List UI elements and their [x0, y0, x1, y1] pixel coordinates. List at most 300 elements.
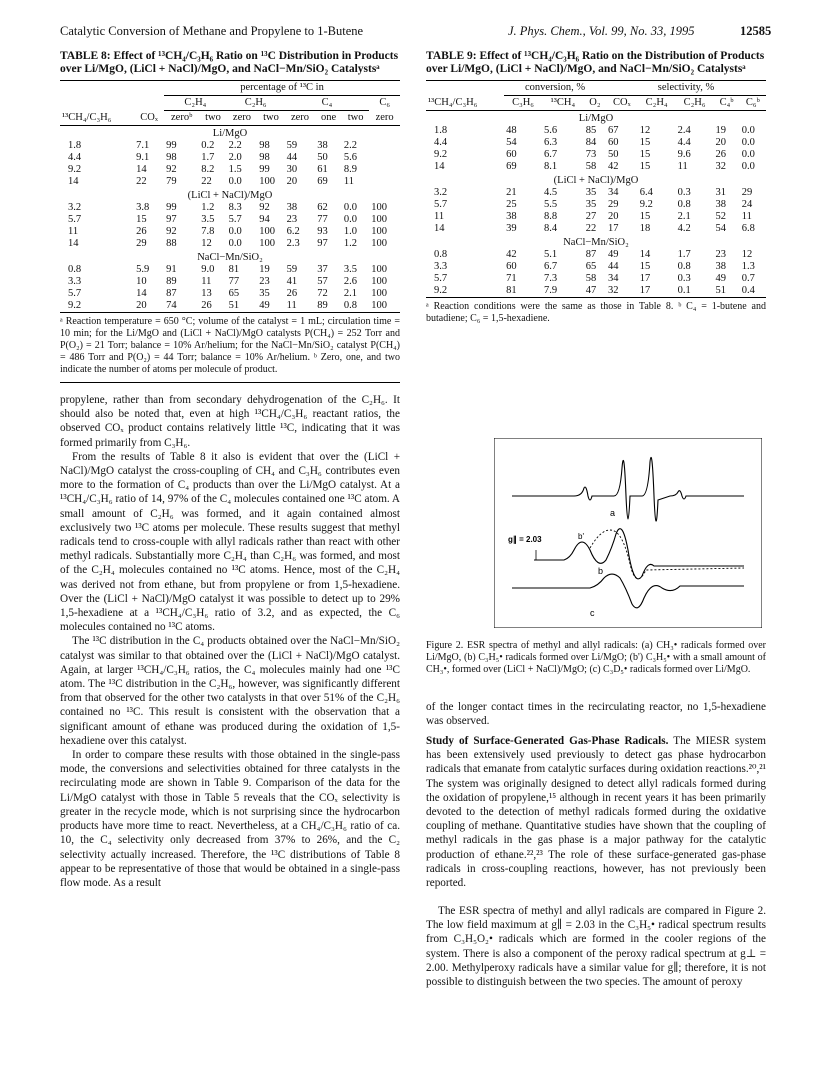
table-cell: 6.3: [543, 137, 558, 148]
right-body-paragraph-1: of the longer contact times in the recirculating reactor, no 1,5-hexadiene was observed.: [426, 701, 766, 728]
table-cell: 73: [585, 149, 597, 160]
label-c: c: [590, 608, 595, 618]
table-cell: 34: [608, 273, 619, 284]
table-cell: 2.6: [343, 276, 358, 287]
table-cell: 7.3: [543, 273, 558, 284]
table-cell: 10: [136, 276, 147, 287]
table-cell: 87: [166, 288, 177, 299]
table-cell: 4.2: [677, 223, 691, 234]
table-cell: 14: [639, 249, 651, 260]
table-cell: 100: [371, 202, 388, 213]
table-cell: 5.7: [68, 214, 82, 225]
table-cell: 32: [715, 161, 726, 172]
table-cell: 11: [201, 276, 212, 287]
table-cell: 2.3: [286, 238, 300, 249]
table-cell: 19: [259, 264, 270, 275]
table9-footnote: ᵃ Reaction conditions were the same as those in Table 8. ᵇ C₄ = 1-butene and butadiene; C₆ = 1,5-hexadiene.: [426, 301, 766, 324]
table-cell: 15: [136, 214, 147, 225]
paragraph: propylene, rather than from secondary dehydrogenation of the C₂H₆. It should also be noted that, even at high ¹³CH₄/C₃H₆ reactant ratios, the observed COₓ product contains relatively little ¹³C, indicating that it was formed primarily from C₃H₆.: [60, 394, 400, 449]
table-row: [426, 199, 766, 211]
table-cell: 99: [259, 164, 270, 175]
label-b: b: [598, 566, 604, 576]
table-cell: 31: [715, 187, 726, 198]
table8-column-header: two: [205, 112, 221, 123]
table-cell: 11: [677, 161, 688, 172]
table-cell: 29: [608, 199, 619, 210]
table-cell: 81: [506, 285, 517, 296]
table-cell: 2.0: [228, 152, 242, 163]
table8-subheader: C₆: [379, 97, 390, 109]
table-row: [60, 214, 400, 226]
table-cell: 0.0: [228, 226, 242, 237]
table-cell: 38: [286, 202, 298, 213]
table-cell: 20: [286, 176, 298, 187]
table-cell: 5.7: [228, 214, 242, 225]
table8-column-header: two: [263, 112, 279, 123]
table-cell: 9.2: [68, 300, 82, 311]
table-cell: 19: [715, 125, 726, 136]
table-cell: 58: [585, 273, 597, 284]
figure-frame: [494, 438, 762, 628]
table-cell: 81: [228, 264, 240, 275]
table-cell: 15: [639, 137, 651, 148]
table-cell: 85: [585, 125, 597, 136]
table-cell: 3.2: [434, 187, 448, 198]
table-cell: 17: [639, 273, 651, 284]
table-cell: 98: [259, 152, 270, 163]
table-cell: 98: [166, 152, 177, 163]
esr-spectra-figure: [494, 438, 762, 628]
table-cell: 97: [166, 214, 177, 225]
table-cell: 50: [608, 149, 619, 160]
table-cell: 67: [608, 125, 619, 136]
table-cell: 41: [286, 276, 298, 287]
table-cell: 7.8: [201, 226, 215, 237]
table-cell: 38: [317, 140, 328, 151]
table-cell: 3.3: [68, 276, 82, 287]
paragraph: The ¹³C distribution in the C₄ products obtained over the NaCl−Mn/SiO₂ catalyst was similar to that obtained over the (LiCl + NaCl)/MgO catalyst. Again, at larger ¹³CH₄/C₃H₆ ratios, the C₄ molecules mainly had one ¹³C atom. The ¹³C distribution in the C₂H₆, however, was significantly different from that observed for the other two catalysts in that over 51% of the C₂H₆ contained no ¹³C. This result is consistent with the observation that a significant amount of ethane was produced during the oxidation of 1,5-hexadiene over this catalyst.: [60, 635, 400, 747]
table-cell: 39: [506, 223, 517, 234]
table-cell: 0.0: [741, 149, 755, 160]
table-cell: 8.8: [543, 211, 558, 222]
table-cell: 100: [371, 264, 388, 275]
table-row: [60, 164, 400, 176]
table-cell: 58: [585, 161, 597, 172]
table-cell: 42: [506, 249, 517, 260]
table-cell: 1.7: [677, 249, 691, 260]
table8-column-header: COₓ: [140, 111, 158, 123]
table-cell: 9.1: [136, 152, 150, 163]
table-cell: 1.2: [343, 238, 358, 249]
table-cell: 14: [68, 176, 79, 187]
table-cell: 8.9: [343, 164, 358, 175]
table-cell: 0.3: [677, 273, 691, 284]
table-cell: 84: [585, 137, 597, 148]
table-row: [426, 223, 766, 235]
table-cell: 42: [608, 161, 619, 172]
table-cell: 61: [317, 164, 328, 175]
table-row: [60, 288, 400, 300]
table-cell: 0.0: [741, 125, 755, 136]
table-cell: 9.6: [677, 149, 691, 160]
table-cell: 13: [201, 288, 212, 299]
spectrum-b-prime-trace: [590, 530, 744, 579]
table-cell: 14: [434, 161, 445, 172]
table-cell: 1.2: [201, 202, 215, 213]
table-cell: 26: [136, 226, 147, 237]
table-cell: 2.2: [343, 140, 358, 151]
table8-column-header: zero: [375, 111, 394, 123]
table-cell: 6.8: [741, 223, 755, 234]
table-cell: 4.5: [543, 187, 558, 198]
table-cell: 0.7: [741, 273, 755, 284]
table8-footnote: ᵃ Reaction temperature = 650 °C; volume of the catalyst = 1 mL; circulation time = 10 min; for the Li/MgO and (LiCl + NaCl)/MgO catalysts P(CH₄) = 252 Torr and P(O₂) = 21 Torr; balance = 10% Ar/helium; for the NaCl−Mn/SiO₂ catalyst P(CH₄) = 486 Torr and P(O₂) = 44 Torr; balance = 10% Ar/helium. ᵇ Zero, one, and two indicate the number of atoms per molecule of product.: [60, 316, 400, 375]
table9-column-header: C₂H₄: [645, 97, 668, 108]
table-cell: 1.5: [228, 164, 242, 175]
table-cell: 100: [371, 226, 388, 237]
table-cell: [369, 176, 400, 188]
table-row: [60, 238, 400, 250]
spectrum-a-trace: [512, 457, 744, 521]
section-heading: Study of Surface-Generated Gas-Phase Radicals.: [426, 735, 669, 747]
table8-group-header: percentage of ¹³C in: [164, 81, 400, 96]
table-cell: 0.0: [228, 238, 242, 249]
table-row: [60, 202, 400, 214]
table-cell: 15: [639, 261, 651, 272]
table8-section-label: (LiCl + NaCl)/MgO: [187, 190, 273, 201]
table-cell: 11: [434, 211, 445, 222]
table8-column-header: one: [321, 112, 337, 123]
table-cell: 2.1: [677, 211, 691, 222]
table-cell: 5.1: [543, 249, 558, 260]
table-cell: 5.7: [434, 273, 448, 284]
table-cell: 3.8: [136, 202, 150, 213]
table-cell: 15: [639, 161, 651, 172]
table-cell: 7.1: [136, 140, 150, 151]
table-cell: 47: [585, 285, 597, 296]
table-cell: 29: [741, 187, 753, 198]
table-cell: 0.0: [343, 202, 358, 213]
table-cell: 49: [259, 300, 270, 311]
table-cell: 52: [715, 211, 726, 222]
table8-column-header: two: [347, 112, 364, 123]
table9-column-header: C₃H₆: [512, 97, 534, 108]
table9-column-header: COₓ: [613, 97, 631, 108]
table9-section-label: Li/MgO: [578, 113, 614, 124]
table-row: [426, 285, 766, 297]
table-cell: 34: [608, 187, 619, 198]
table-cell: 92: [259, 202, 270, 213]
table-cell: 30: [286, 164, 298, 175]
table-cell: 1.3: [741, 261, 755, 272]
table-row: [426, 161, 766, 173]
table-cell: 60: [506, 261, 517, 272]
table-cell: 17: [639, 285, 651, 296]
table-cell: 9.2: [434, 285, 448, 296]
table-cell: 60: [506, 149, 517, 160]
table-cell: 23: [259, 276, 270, 287]
table-cell: 20: [608, 211, 619, 222]
table8-caption: TABLE 8: Effect of ¹³CH₄/C₃H₆ Ratio on ¹³C Distribution in Products over Li/MgO, (LiCl + NaCl)/MgO, and NaCl−Mn/SiO₂ Catalystsᵃ: [60, 50, 399, 75]
running-header-journal: J. Phys. Chem., Vol. 99, No. 33, 1995: [508, 24, 695, 38]
table-cell: 26: [201, 300, 212, 311]
table-cell: 21: [506, 187, 517, 198]
table-cell: 0.1: [677, 285, 691, 296]
table-cell: 25: [506, 199, 517, 210]
table9-column-header: ¹³CH₄/C₃H₆: [428, 96, 478, 108]
label-a: a: [610, 508, 616, 518]
table-cell: 89: [317, 300, 328, 311]
right-column-top: [426, 50, 766, 331]
table-cell: 100: [371, 214, 388, 225]
table-cell: 0.3: [677, 187, 691, 198]
table9-section-label: NaCl−Mn/SiO₂: [563, 237, 629, 248]
table-cell: 74: [166, 300, 177, 311]
table-cell: 100: [259, 226, 276, 237]
table-cell: 49: [608, 249, 619, 260]
table-cell: 100: [259, 238, 276, 249]
table-cell: 65: [228, 288, 240, 299]
table-cell: 22: [201, 176, 212, 187]
table-cell: 71: [506, 273, 517, 284]
table-cell: 77: [228, 276, 240, 287]
table-cell: 9.2: [434, 149, 448, 160]
table-cell: 99: [166, 202, 177, 213]
table-cell: 22: [585, 223, 597, 234]
table-cell: 15: [639, 211, 651, 222]
table-row: [60, 152, 400, 164]
table-cell: 17: [608, 223, 619, 234]
table-cell: 62: [317, 202, 328, 213]
table-cell: 87: [585, 249, 597, 260]
table-cell: 98: [259, 140, 270, 151]
table-cell: 100: [371, 288, 388, 299]
table8: [60, 80, 400, 312]
table8-subheader: C₂H₄: [164, 96, 227, 111]
table-cell: 0.8: [434, 249, 448, 260]
table-cell: 3.2: [68, 202, 82, 213]
table9-column-header: ¹³CH₄: [550, 97, 576, 108]
table-cell: 72: [317, 288, 328, 299]
table-row: [60, 140, 400, 152]
table-cell: 5.6: [543, 125, 558, 136]
table-cell: 3.5: [343, 264, 358, 275]
table-cell: 11: [68, 226, 79, 237]
table-cell: 91: [166, 264, 177, 275]
table-cell: 5.5: [543, 199, 558, 210]
table-cell: 20: [715, 137, 726, 148]
table-cell: 69: [317, 176, 328, 187]
table-cell: 50: [317, 152, 328, 163]
table-cell: 0.0: [228, 176, 242, 187]
table-cell: 97: [317, 238, 328, 249]
table-cell: 4.4: [434, 137, 448, 148]
table-cell: 1.8: [68, 140, 82, 151]
table-cell: 5.6: [343, 152, 358, 163]
spectrum-b-trace: [534, 529, 744, 579]
table-cell: 92: [166, 226, 177, 237]
table-cell: 11: [741, 211, 752, 222]
table-cell: 9.2: [639, 199, 653, 210]
table-cell: 3.3: [434, 261, 448, 272]
table9-column-header: C₄ᵇ: [719, 97, 734, 108]
table-cell: 48: [506, 125, 517, 136]
table-cell: 23: [715, 249, 726, 260]
table-cell: [369, 140, 400, 152]
table-cell: 35: [585, 187, 597, 198]
table-cell: 51: [715, 285, 726, 296]
table-cell: 7.9: [543, 285, 558, 296]
table-cell: 92: [166, 164, 177, 175]
table-cell: 65: [585, 261, 597, 272]
table-row: [426, 211, 766, 223]
table-cell: 27: [585, 211, 597, 222]
table-cell: 24: [741, 199, 753, 210]
right-body-section: [426, 734, 766, 890]
table-cell: 14: [136, 288, 147, 299]
table-cell: 12: [741, 249, 753, 260]
table-row: [426, 125, 766, 137]
table8-subheader: C₂H₆: [227, 96, 285, 111]
table-cell: 0.0: [741, 161, 755, 172]
table-cell: 59: [286, 264, 298, 275]
table-cell: 0.8: [343, 300, 358, 311]
table-cell: 38: [715, 261, 726, 272]
table-cell: 79: [166, 176, 177, 187]
table9-group-conversion: conversion, %: [504, 81, 606, 96]
table-cell: 0.8: [677, 261, 691, 272]
table-cell: 60: [608, 137, 619, 148]
table-cell: 51: [228, 300, 240, 311]
table-cell: 8.3: [228, 202, 242, 213]
table-row: [60, 226, 400, 238]
table-cell: 35: [585, 199, 597, 210]
table-cell: 8.2: [201, 164, 215, 175]
table-row: [60, 300, 400, 312]
left-body-text: [60, 393, 400, 890]
table9: [426, 80, 766, 297]
table-cell: 0.8: [677, 199, 691, 210]
table-cell: 44: [286, 152, 298, 163]
table-cell: 8.1: [543, 161, 558, 172]
table-cell: 20: [136, 300, 147, 311]
table-cell: 18: [639, 223, 651, 234]
table-cell: 0.0: [343, 214, 358, 225]
table-cell: 77: [317, 214, 328, 225]
paragraph: In order to compare these results with those obtained in the single-pass mode, the conversions and selectivities obtained for three catalysts in the recirculating mode are shown in Table 9. Comparison of the data for the Li/MgO catalyst with those in Table 5 reveals that the COₓ selectivity is greater in the recycle mode, which is not surprising since the hydrocarbon products have more time to react. Nevertheless, at a CH₄/C₃H₆ ratio of ca. 10, the C₄ selectivity only decreased from 37% to 26%, and the C₂ selectivity actually increased. Therefore, the ¹³C distributions of Table 8 appear to be representative of those that would be obtained in a single-pass flow mode. As a result: [60, 749, 400, 889]
table-cell: 11: [343, 176, 355, 187]
table-row: [426, 137, 766, 149]
table-row: [60, 264, 400, 276]
table8-column-header: ¹³CH₄/C₃H₆: [62, 111, 112, 123]
table9-column-header: C₂H₆: [683, 97, 706, 108]
left-column: [60, 50, 400, 890]
table9-column-header: C₆ᵇ: [745, 97, 760, 108]
table8-column-header: zeroᵇ: [171, 112, 193, 123]
table9-column-header: O₂: [589, 97, 601, 108]
table-cell: 89: [166, 276, 177, 287]
spectrum-c-trace: [512, 574, 744, 608]
table-cell: 2.4: [677, 125, 691, 136]
table-cell: 32: [608, 285, 619, 296]
table-cell: 5.7: [434, 199, 448, 210]
table-cell: 14: [68, 238, 79, 249]
table-row: [426, 187, 766, 199]
table-cell: 29: [136, 238, 147, 249]
table-cell: [369, 164, 400, 176]
table-cell: 93: [317, 226, 328, 237]
paragraph: The MIESR system has been extensively used previously to detect gas phase hydrocarbon radicals that emanate from catalytic surfaces during oxidation reactions.²⁰,²¹ The system was originally designed to detect allyl radicals formed during the oxidation of propylene,¹⁵ although in recent years it has been primarily devoted to the detection of methyl radicals formed during the oxidative coupling of methane. Quantitative studies have shown that the coupling of methyl radicals in the gas phase is a major pathway for the catalytic production of ethane.²²,²³ The role of these surface-generated gas-phase radicals in cross-coupling reactions, however, has not previously been reported.: [426, 735, 766, 890]
table-cell: [369, 152, 400, 164]
table-cell: 12: [201, 238, 212, 249]
table-cell: 22: [136, 176, 147, 187]
table8-column-header: zero: [290, 112, 310, 123]
table-cell: 38: [506, 211, 517, 222]
label-g-parallel: g∥ = 2.03: [508, 535, 542, 544]
table8-subheader: C₄: [285, 96, 370, 111]
table-cell: 1.0: [343, 226, 358, 237]
table-cell: 26: [286, 288, 298, 299]
table8-section-label: NaCl−Mn/SiO₂: [197, 252, 263, 263]
table-cell: 100: [371, 238, 388, 249]
table-cell: 100: [371, 300, 388, 311]
table-cell: 4.4: [677, 137, 691, 148]
table-cell: 26: [715, 149, 726, 160]
table-cell: 3.5: [201, 214, 215, 225]
table-cell: 6.7: [543, 261, 558, 272]
right-body-paragraph-3: The ESR spectra of methyl and allyl radicals are compared in Figure 2. The low field maximum at g∥ = 2.03 in the C₃H₅• radical spectrum results from C₃H₅O₂• radicals which are formed in the cooler regions of the system. There is also a component of the peroxy radical spectrum at g⊥ = 2.00. Methylperoxy radicals have a similar value for g∥; therefore, it is not possible to distinguish between the two species. The amount of peroxy: [426, 905, 766, 989]
table-cell: 9.2: [68, 164, 82, 175]
table-cell: 14: [136, 164, 147, 175]
paragraph: From the results of Table 8 it also is evident that over the (LiCl + NaCl)/MgO catalyst the cross-coupling of CH₄ and C₃H₆ contributes even more to the formation of C₄ products than over the Li/MgO catalyst. At a ¹³CH₄/C₃H₆ ratio of 14, 97% of the C₄ molecules contained one ¹³C atom. A small amount of C₂H₆ was formed, and it again contained almost exclusively two ¹³C atoms per molecule. These results suggest that methyl radicals tend to cross-couple with allyl radicals rather than react with other methyl radicals. Substantially more C₂H₄ than C₂H₆ was formed, and most of the C₂H₄ molecules contained no ¹³C atoms. Hence, most of the C₂H₄ was derived not from ethane, but from propylene or from 1,5-hexadiene. Over the (LiCl + NaCl)/MgO catalyst it was possible to detect up to 29% 1,5-hexadiene at a ¹³CH₄/C₃H₆ ratio of 3.2, and as expected, the C₆ molecules contained no ¹³C atoms.: [60, 450, 400, 634]
table-cell: 15: [639, 149, 651, 160]
table-row: [60, 276, 400, 288]
table-row: [426, 249, 766, 261]
table-cell: 37: [317, 264, 328, 275]
table-cell: 2.2: [228, 140, 242, 151]
table-cell: 54: [715, 223, 726, 234]
table-cell: 5.7: [68, 288, 82, 299]
table-cell: 6.2: [286, 226, 300, 237]
table-cell: 23: [286, 214, 298, 225]
table-cell: 99: [166, 140, 177, 151]
label-b-prime: b': [578, 532, 584, 541]
table-cell: 44: [608, 261, 619, 272]
table-row: [426, 273, 766, 285]
table-cell: 100: [371, 276, 388, 287]
table9-caption: TABLE 9: Effect of ¹³CH₄/C₃H₆ Ratio on the Distribution of Products over Li/MgO, (LiCl + NaCl)/MgO, and NaCl−Mn/SiO₂ Catalystsᵃ: [426, 50, 765, 75]
table9-group-selectivity: selectivity, %: [606, 81, 766, 96]
table-cell: 0.2: [201, 140, 215, 151]
table-cell: 6.4: [639, 187, 653, 198]
table-cell: 54: [506, 137, 517, 148]
table-cell: 57: [317, 276, 328, 287]
table-cell: 0.8: [68, 264, 82, 275]
table-cell: 88: [166, 238, 177, 249]
table-cell: 8.4: [543, 223, 558, 234]
table8-section-label: Li/MgO: [212, 128, 248, 139]
table-row: [426, 261, 766, 273]
table-cell: 49: [715, 273, 726, 284]
table9-section-label: (LiCl + NaCl)/MgO: [553, 175, 639, 186]
table-cell: 1.7: [201, 152, 215, 163]
table-cell: 100: [259, 176, 276, 187]
table-cell: 5.9: [136, 264, 150, 275]
table-cell: 1.8: [434, 125, 448, 136]
table-cell: 69: [506, 161, 517, 172]
table-cell: 35: [259, 288, 270, 299]
table8-column-header: zero: [232, 112, 251, 123]
